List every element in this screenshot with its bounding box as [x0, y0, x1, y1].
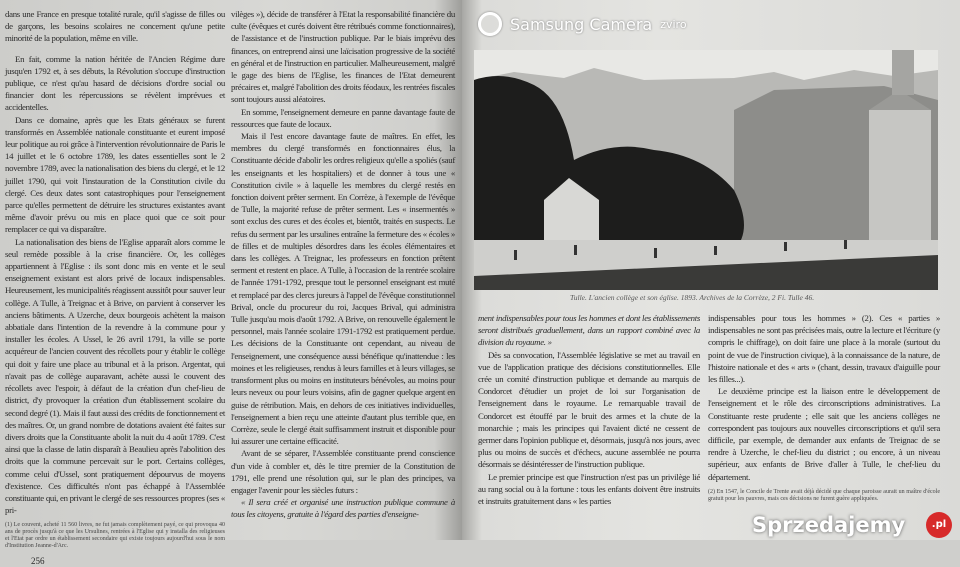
paragraph: Dans ce domaine, après que les Etats généraux se furent transformés en Assemblée nationale constituante et eurent imposé leur politique au roi grâce à l'intervention révolutionnaire de Paris le 14 juillet et le 6 octobre 1789, les dates essentielles sont le 2 novembre 1789, avec la nationalisation des biens du clergé, et le 12 juillet 1790, qui voit l'instauration de la Constitution civile du clergé. Ces deux dates sont catastrophiques pour l'enseignement parce qu'elles permettent de détruire les structures existantes avant même d'avoir prévu ou mis en place quoi que ce soit pour remplacer ce qui va disparaître.	[5, 114, 225, 235]
user-watermark: zviro	[660, 17, 687, 31]
photo-illustration	[474, 50, 938, 290]
right-page-column-2	[708, 312, 940, 503]
samsung-camera-watermark: Samsung Camera	[510, 14, 653, 34]
right-page-column-1	[478, 312, 700, 507]
paragraph: Le premier principe est que l'instruction n'est pas un privilège lié au rang social ou à la fortune : tous les enfants doivent être instruits et instruits gratuitement dans « les parties	[478, 471, 700, 507]
sprzedajemy-watermark: Sprzedajemy	[752, 513, 906, 537]
photo-caption: Tulle. L'ancien collège et son église. 1893. Archives de la Corrèze, 2 Fi. Tulle 46.	[570, 293, 815, 302]
paragraph: Dès sa convocation, l'Assemblée législative se met au travail en vue de l'application pratique des décisions constitutionnelles. Elle crée un comité d'instruction publique et demande au marquis de Condorcet d'étudier un projet de loi sur l'organisation de l'enseignement dans le royaume. Le remarquable travail de Condorcet est étouffé par le bruit des armes et la chute de la monarchie ; mais les principes qui l'avaient dicté ne cessent de germer dans l'opinion publique et, désormais, jusqu'à nos jours, avec plus ou moins de succès et d'échecs, aucune assemblée ne pourra désormais se désintéresser de l'instruction publique.	[478, 349, 700, 470]
paragraph: En somme, l'enseignement demeure en panne davantage faute de ressources que faute de locaux.	[231, 106, 455, 129]
paragraph: Mais il l'est encore davantage faute de maîtres. En effet, les membres du clergé transformés en fonctionnaires élus, la Constituante décide d'abolir les ordres religieux qu'elle a spoliés (sauf les enseignants et les hospitaliers) et de donner à tous une « Constitution civile » à laquelle les membres du clergé restés en fonction doivent prêter serment. En Corrèze, à l'exemple de l'évêque de Tulle, la majorité refuse de prêter serment. Les « insermentés » sont exclus des cures et des écoles et, bientôt, traités en suspects. Le refus du serment par les ursulines entraîne la fermeture des « écoles » de filles et de multiples désordres dans les écoles élémentaires et dans les collèges. A Treignac, les professeurs en fonction prêtent serment et restent en place. A Tulle, à l'occasion de la rentrée scolaire de l'année 1791-1792, presque tout le personnel enseignant est muté et remplacé par des clercs jureurs à l'appel de l'évêque constitutionnel Brival, oncle du procureur du roi, Jacques Brival, qui administra Tulle jusqu'au mois d'août 1792. A Brive, on renouvelle également le personnel, mais l'année scolaire 1791-1792 est pratiquement perdue. Les décisions de la Constituante ont cependant, au niveau de l'enseignement, une conséquence aussi bénéfique qu'inattendue : les moines et les religieuses, rendus à leurs familles et à leurs villages, se transforment plus ou moins en instituteurs bénévoles, au moins pour leurs neveux ou pour leurs voisins, afin de gagner quelque argent en guise de rétribution. Mais, en dehors de ces initiatives individuelles, l'enseignement a bien reçu une atteinte d'autant plus terrible que, en Corrèze, seule le clergé était suffisamment instruit et disponible pour lui assurer une certaine efficacité.	[231, 131, 455, 447]
paragraph: Le deuxième principe est la liaison entre le développement de l'enseignement et le rôle des circonscriptions administratives. La Constituante reste prudente ; elle sait que les anciens collèges ne correspondent pas toujours aux nouvelles circonscriptions et qu'il sera difficile, par exemple, de demander aux enfants de Treignac de se rendre à Uzerche, le chef-lieu du district ; ou encore, à un niveau supérieur, aux enfants de Brive d'aller à Tulle, le chef-lieu du département.	[708, 386, 940, 482]
camera-watermark	[478, 12, 687, 36]
paragraph: indispensables pour tous les hommes » (2). Ces « parties » indispensables ne sont pas précisées mais, outre la lecture et l'écriture (y compris le chiffrage), on doit faire une place à la morale (surtout du point de vue de l'instruction civique), à la connaissance de la nature, de l'histoire nationale et des « arts » (chant, dessin, travaux d'aiguille pour les filles...).	[708, 313, 940, 385]
footnote-1: (1) Le couvent, acheté 11 560 livres, ne fut jamais complètement payé, ce qui provoqua 40 ans de procès jusqu'à ce que les Ursulines, rentrées à l'Eglise qui y installa des religieuses et l'Etat par ordre un établissement secondaire qui existe toujours aujourd'hui sous le nom d'Institution Jeanne-d'Arc.	[5, 522, 225, 550]
paragraph: dans une France en presque totalité rurale, qu'il s'agisse de filles ou de garçons, les besoins scolaires ne concernent qu'une petite minorité de la population, même en ville.	[5, 9, 225, 44]
page-number: 256	[31, 556, 45, 567]
samsung-camera-logo-icon	[478, 12, 502, 36]
left-page-column-1	[5, 8, 225, 567]
constitution-quote-end: ment indispensables pour tous les hommes et dont les établissements seront distribués graduellement, dans un rapport combiné avec la division du royaume. »	[478, 313, 700, 348]
constitution-quote: « Il sera créé et organisé une instruction publique commune à tous les citoyens, gratuite à l'égard des parties d'enseigne-	[231, 497, 455, 520]
historic-photo-tulle-college	[474, 50, 938, 290]
paragraph: En fait, comme la nation héritée de l'Ancien Régime dure jusqu'en 1792 et, à ses débuts, la Révolution s'occupe d'instruction publique, ce n'est qu'au hasard de décisions d'ordre social ou financier dont les répercussions se révèlent imprévues et accidentelles.	[5, 53, 225, 113]
footnote-2: (2) En 1547, le Concile de Trente avait déjà décidé que chaque paroisse aurait un maître d'école gratuit pour les pauvres, mais ces décisions ne furent guère appliquées.	[708, 488, 940, 502]
sprzedajemy-pl-badge-icon: .pl	[926, 512, 952, 538]
paragraph: vilèges »), décide de transférer à l'Etat la responsabilité financière du culte (évêques et curés doivent être rétribués comme fonctionnaires), de l'assistance et de l'instruction publique. Par le biais imprévu des finances, on entreprend ainsi une laïcisation progressive de la société en général et de l'instruction en particulier. Malheureusement, malgré le gage des biens de l'Eglise, les finances de l'Etat demeurent précaires et, malgré l'abolition des droits féodaux, les rentrées fiscales sont toujours aussi aléatoires.	[231, 9, 455, 105]
paragraph: Avant de se séparer, l'Assemblée constituante prend conscience d'un vide à combler et, dès le titre premier de la Constitution de 1791, elle prend une résolution qui, sur le plan des principes, va engager l'avenir pour les siècles futurs :	[231, 448, 455, 495]
paragraph: La nationalisation des biens de l'Eglise apparaît alors comme le seul remède possible à la crise financière. Or, les collèges appartiennent à l'Eglise : ils sont donc mis en vente et le seul enseignement existant est alors privé de locaux indispensables. Heureusement, les municipalités réagissent aussitôt pour sauver leur collège. A Tulle, à Treignac et à Brive, on parvient à conserver les anciens bâtiments. A Uzerche, deux bourgeois achètent la maison abbatiale dans l'intention de la revendre à la commune pour y installer les écoles. A Ussel, le 26 avril 1791, la ville se porte acquéreur de l'ancien couvent des récollets pour y établir le collège qui doit y faire une place au tribunal et à la prison. Argentat, qui n'avait pas de collège auparavant, achète aussi le couvent des récollets avec l'espoir, à défaut de la création d'un chef-lieu de district, d'y provoquer la création d'un établissement scolaire du second degré (1). Mais il faut aussi des crédits de fonctionnement et des maîtres. Or, un grand nombre de dotations avaient été faites sur divers droits que la Constituante abolit la nuit du 4 août 1789. C'est ainsi que la classe de latin disparaît à Beaulieu après l'abolition des droits que la commune percevait sur le port. Certains collèges, comme celui d'Ussel, sont pratiquement dépourvus de moyens d'existence. Ces difficultés n'ont pas échappé à l'Assemblée constituante qui, en privant le clergé de ses ressources propres (ses « pri-	[5, 236, 225, 516]
left-page-column-2	[231, 8, 455, 521]
